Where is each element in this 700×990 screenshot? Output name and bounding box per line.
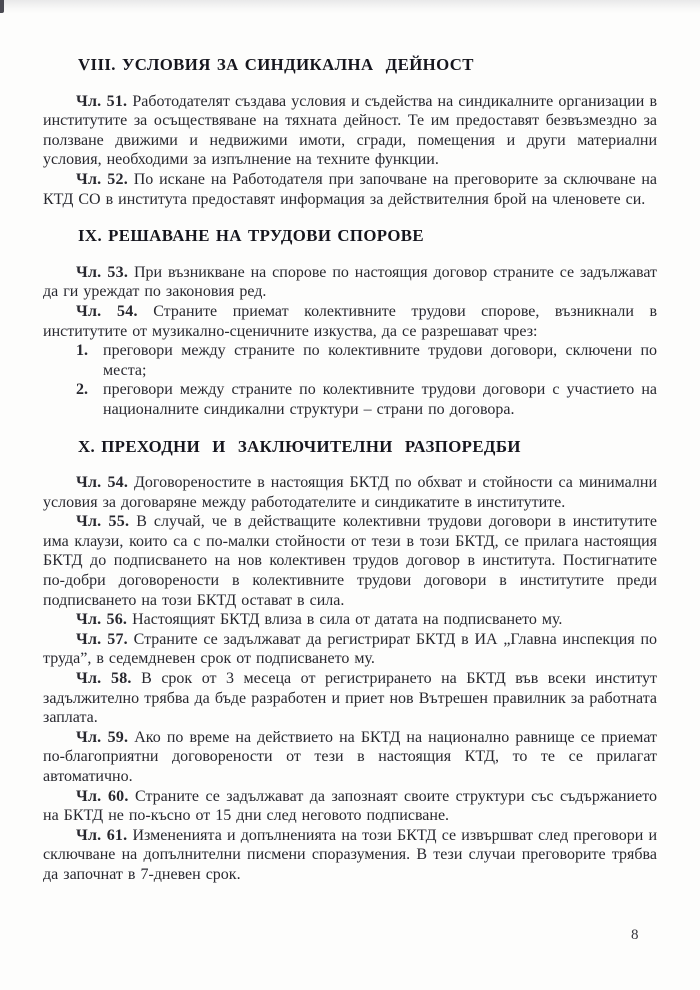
section-heading: IX. РЕШАВАНЕ НА ТРУДОВИ СПОРОВЕ (78, 226, 424, 246)
article-text: Измененията и допълненията на този БКТД се извършват след преговори и сключване на допълнителни писмени споразумения. В тези случаи преговорите трябва да започнат в 7-дневен срок. (43, 826, 658, 883)
article-paragraph (43, 826, 657, 885)
list-item (43, 380, 657, 419)
section (43, 55, 657, 209)
article-paragraph (43, 669, 657, 728)
list-item-number: 1. (76, 342, 88, 360)
article-paragraph (43, 263, 657, 302)
list-item (43, 341, 657, 380)
article-number: Чл. 53. (76, 263, 129, 281)
article-number: Чл. 52. (76, 170, 128, 188)
article-paragraph (43, 787, 657, 826)
article-paragraph (43, 512, 657, 610)
list-item-number: 2. (76, 381, 88, 399)
article-number: Чл. 59. (76, 728, 129, 746)
article-text: Работодателят създава условия и съдейства на синдикалните организации в институтите за осъществяване на тяхната дейност. Те им предоставят безвъзмездно за ползване движими и недвижими имоти, сгради, помещения и други материални условия, необходими за изпълнение на техните функции. (43, 92, 657, 169)
article-number: Чл. 60. (76, 787, 129, 805)
page-number: 8 (631, 927, 639, 943)
article-paragraph (43, 728, 657, 787)
scan-corner-artifact (0, 0, 4, 13)
article-paragraph (43, 473, 657, 512)
article-number: Чл. 61. (76, 826, 128, 844)
article-number: Чл. 54. (76, 302, 138, 320)
article-number: Чл. 57. (76, 630, 128, 648)
article-text: Страните приемат колективните трудови спорове, възникнали в институтите от музикално-сценичните изкуства, да се разрешават чрез: (43, 302, 657, 340)
article-text: В случай, че в действащите колективни трудови договори в институтите има клаузи, които са с по-малки стойности от тези в този БКТД, се прилага настоящия БКТД до подписването на нов колективен трудов договор в института. Постигнатите по-добри договорености в колективните трудови договори в институтите преди подписването на този БКТД остават в сила. (43, 513, 658, 609)
article-number: Чл. 55. (76, 513, 130, 531)
list-item-text: преговори между страните по колективните трудови договори, сключени по места; (103, 342, 657, 379)
article-text: Ако по време на действието на БКТД на национално равнище се приемат по-благоприятни договорености от тези в настоящия КТД, то те се прилагат автоматично. (43, 728, 657, 785)
article-text: При възникване на спорове по настоящия договор страните се задължават да ги уреждат по законовия ред. (43, 263, 657, 301)
article-number: Чл. 56. (76, 611, 128, 629)
article-text: Договореностите в настоящия БКТД по обхват и стойности са минимални условия за договаряне между работодателите и синдикатите в институтите. (43, 474, 658, 511)
article-text: Страните се задължават да регистрират БКТД в ИА „Главна инспекция по труда”, в седемдневен срок от подписването му. (43, 630, 658, 668)
article-paragraph (43, 610, 657, 630)
section (43, 437, 657, 885)
section-heading: X. ПРЕХОДНИ И ЗАКЛЮЧИТЕЛНИ РАЗПОРЕДБИ (78, 436, 521, 456)
section-heading: VIII. УСЛОВИЯ ЗА СИНДИКАЛНА ДЕЙНОСТ (78, 55, 474, 74)
article-paragraph (43, 302, 657, 341)
document-content (43, 55, 657, 885)
article-number: Чл. 54. (76, 474, 129, 492)
article-text: По искане на Работодателя при започване на преговорите за сключване на КТД СО в института предоставят информация за действителния брой на членовете си. (43, 170, 658, 208)
article-text: Страните се задължават да запознаят своите структури със съдържанието на БКТД не по-късно от 15 дни след неговото подписване. (43, 787, 657, 825)
article-text: Настоящият БКТД влиза в сила от датата на подписването му. (132, 611, 563, 629)
article-number: Чл. 51. (76, 92, 128, 110)
article-paragraph (43, 170, 657, 209)
article-number: Чл. 58. (76, 670, 132, 688)
list-item-text: преговори между страните по колективните трудови договори с участието на националните синдикални структури – страни по договора. (103, 381, 657, 418)
article-paragraph (43, 630, 657, 669)
section (43, 226, 657, 419)
article-paragraph (43, 92, 657, 170)
scan-edge-artifact (0, 0, 700, 14)
article-text: В срок от 3 месеца от регистрирането на БКТД във всеки институт задължително трябва да бъде разработен и приет нов Вътрешен правилник за работната заплата. (43, 670, 658, 727)
